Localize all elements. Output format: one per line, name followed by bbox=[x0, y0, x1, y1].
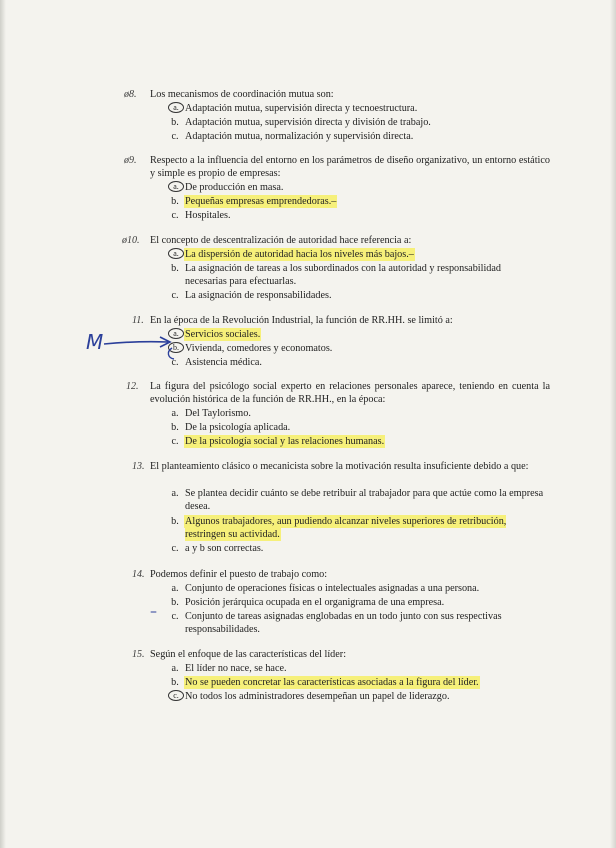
option-letter: b. bbox=[171, 117, 179, 128]
highlighted-answer: Servicios sociales. bbox=[185, 329, 261, 340]
option-text: Asistencia médica. bbox=[185, 357, 262, 368]
option-letter: c. bbox=[171, 131, 179, 142]
option-text: Adaptación mutua, supervisión directa y división de trabajo. bbox=[185, 117, 431, 128]
question-number: 11. bbox=[132, 315, 144, 326]
option-letter: a. bbox=[171, 663, 179, 674]
highlighted-answer: Algunos trabajadores, aun pudiendo alcanzar niveles superiores de retribución, restringen su actividad. bbox=[185, 516, 507, 540]
circled-option-letter: a. bbox=[168, 181, 184, 192]
option-letter: a. bbox=[171, 583, 179, 594]
option-letter: b. bbox=[171, 677, 179, 688]
option-letter: c. bbox=[171, 210, 179, 221]
right-scan-edge bbox=[610, 0, 616, 848]
question-number: 15. bbox=[132, 649, 145, 660]
highlighted-answer: De la psicología social y las relaciones humanas. bbox=[185, 436, 385, 447]
option-text: Conjunto de tareas asignadas englobadas en un todo junto con sus respectivas responsabilidades. bbox=[185, 611, 502, 635]
option-letter: c. bbox=[171, 611, 179, 622]
option-text: La asignación de tareas a los subordinados con la autoridad y responsabilidad necesarias para efectuarlas. bbox=[185, 263, 502, 287]
option-letter: b. bbox=[171, 516, 179, 527]
question-stem: La figura del psicólogo social experto en relaciones personales aparece, teniendo en cuenta la evolución histórica de la función de RR.HH., en la época: bbox=[150, 381, 550, 405]
option-text: Del Taylorismo. bbox=[185, 408, 251, 419]
option-text: Vivienda, comedores y economatos. bbox=[185, 343, 333, 354]
handwritten-arrow-mark bbox=[100, 322, 190, 362]
question-number: ø10. bbox=[122, 235, 140, 246]
question-stem: Respecto a la influencia del entorno en los parámetros de diseño organizativo, un entorno estático y simple es propio de empresas: bbox=[150, 155, 550, 179]
question-number: 13. bbox=[132, 461, 145, 472]
option-text: a y b son correctas. bbox=[185, 543, 264, 554]
highlighted-answer: La dispersión de autoridad hacia los niveles más bajos.– bbox=[185, 249, 414, 260]
question-stem: El planteamiento clásico o mecanicista sobre la motivación resulta insuficiente debido a que: bbox=[150, 461, 529, 472]
option-letter: c. bbox=[171, 290, 179, 301]
option-letter: b. bbox=[171, 196, 179, 207]
question-number: 14. bbox=[132, 569, 145, 580]
option-text: Se plantea decidir cuánto se debe retribuir al trabajador para que actúe como la empresa desea. bbox=[185, 488, 544, 512]
option-text: Posición jerárquica ocupada en el organigrama de una empresa. bbox=[185, 597, 445, 608]
question-stem: El concepto de descentralización de autoridad hace referencia a: bbox=[150, 235, 412, 246]
circled-option-letter: a. bbox=[168, 248, 184, 259]
question-number: 12. bbox=[126, 381, 139, 392]
option-letter: b. bbox=[171, 422, 179, 433]
option-text: El líder no nace, se hace. bbox=[185, 663, 287, 674]
left-scan-edge bbox=[0, 0, 6, 848]
option-text: No todos los administradores desempeñan un papel de liderazgo. bbox=[185, 691, 450, 702]
circled-option-letter: c. bbox=[168, 690, 184, 701]
circled-option-letter: a. bbox=[168, 102, 184, 113]
option-letter: a. bbox=[171, 488, 179, 499]
circled-option-letter: a. bbox=[168, 328, 184, 339]
option-letter: c. bbox=[171, 357, 179, 368]
circled-option-letter: b. bbox=[168, 342, 184, 353]
question-stem: Podemos definir el puesto de trabajo como: bbox=[150, 569, 328, 580]
option-text: De la psicología aplicada. bbox=[185, 422, 291, 433]
highlighted-answer: Pequeñas empresas emprendedoras.– bbox=[185, 196, 337, 207]
handwritten-dash-mark: – bbox=[150, 604, 157, 620]
option-text: Adaptación mutua, supervisión directa y tecnoestructura. bbox=[185, 103, 418, 114]
option-text: Hospitales. bbox=[185, 210, 231, 221]
option-letter: b. bbox=[171, 263, 179, 274]
question-stem: Según el enfoque de las características del líder: bbox=[150, 649, 347, 660]
question-number: ø8. bbox=[124, 89, 137, 100]
option-letter: b. bbox=[171, 597, 179, 608]
option-letter: c. bbox=[171, 436, 179, 447]
highlighted-answer: No se pueden concretar las características asociadas a la figura del líder. bbox=[185, 677, 479, 688]
option-letter: c. bbox=[171, 543, 179, 554]
option-letter: a. bbox=[171, 408, 179, 419]
handwritten-margin-initial: M bbox=[86, 330, 104, 354]
question-stem: Los mecanismos de coordinación mutua son: bbox=[150, 89, 334, 100]
option-text: De producción en masa. bbox=[185, 182, 284, 193]
question-stem: En la época de la Revolución Industrial, la función de RR.HH. se limitó a: bbox=[150, 315, 453, 326]
option-text: Adaptación mutua, normalización y supervisión directa. bbox=[185, 131, 414, 142]
option-text: La asignación de responsabilidades. bbox=[185, 290, 332, 301]
option-text: Conjunto de operaciones físicas o intelectuales asignadas a una persona. bbox=[185, 583, 480, 594]
question-number: ø9. bbox=[124, 155, 137, 166]
